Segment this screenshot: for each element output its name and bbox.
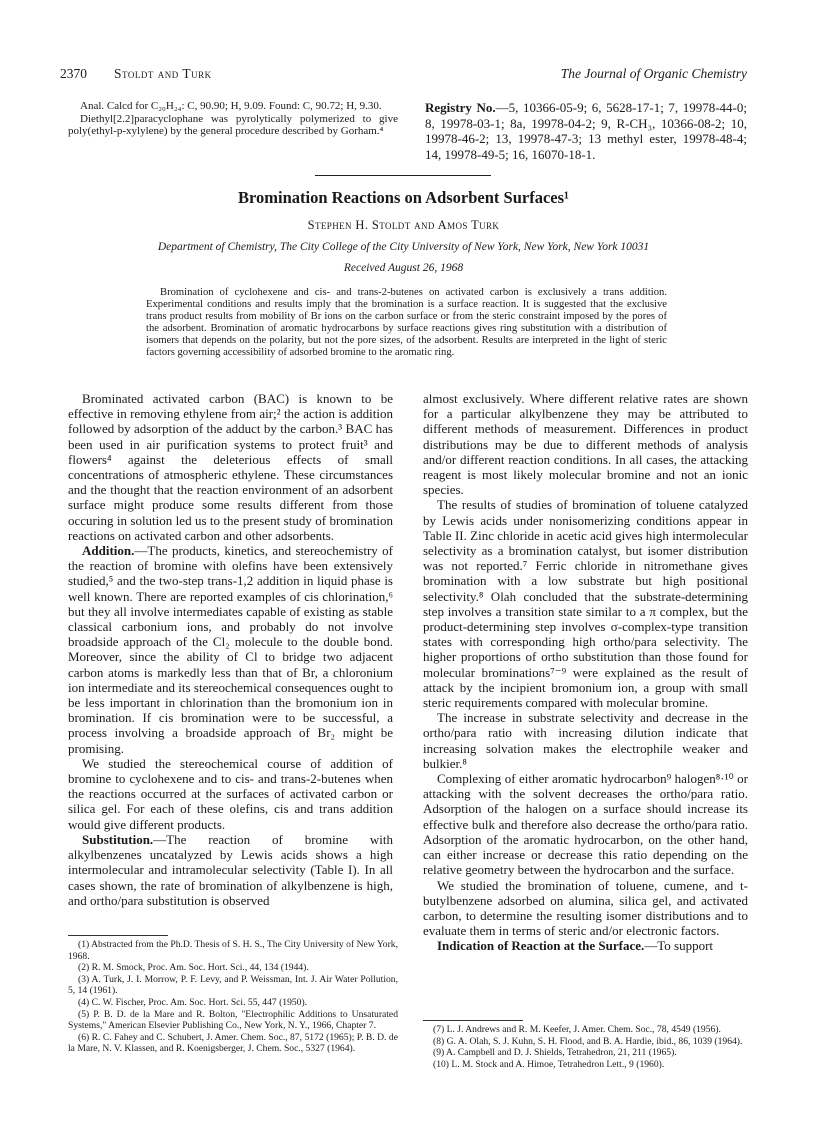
article-affiliation: Department of Chemistry, The City College of the City University of New York, New York, New York 10031 xyxy=(157,241,650,253)
continuation-paragraph: almost exclusively. Where different relative rates are shown for a particular alkylbenzene they may be attributed to different methods of measurement. Differences in product distributions may be due to different methods of analysis and/or different reaction conditions. In all cases, the attacking reagent is most likely molecular bromine and not an ionic species. xyxy=(423,391,748,498)
polymerization-text: Diethyl[2.2]paracyclophane was pyrolytically polymerized to give poly(ethyl-p-xylylene) by the general procedure described by Gorham.⁴ xyxy=(68,112,398,138)
body-column-right xyxy=(423,391,748,954)
footnote: (10) L. M. Stock and A. Himoe, Tetrahedron Lett., 9 (1960). xyxy=(433,1058,665,1070)
page-number: 2370 xyxy=(60,66,87,81)
addition-heading: Addition. xyxy=(82,543,135,559)
footnotes-right xyxy=(423,1024,747,1070)
previous-article-tail xyxy=(68,100,398,138)
addition-text: —The products, kinetics, and stereochemistry of the reaction of bromine with olefins have been extensively studied,⁵ and the two-step trans-1,2 addition in liquid phase is well known. There are reported examples of cis chlorination,⁶ but they all involve intermediates capable of existing as stable classical carbonium ions, and probably do not involve broadside approach of the Cl₂ molecule to the double bond. Moreover, since the ability of Cl to bridge two adjacent carbon atoms is markedly less than that of Br, a chloronium ion intermediate and its stereochemical consequences ought to be less important in chlorination than the bromonium ion in bromination. If cis bromination were to be successful, a process involving a broadside approach of Br₂ might be promising. xyxy=(68,543,393,756)
complexing-paragraph: Complexing of either aromatic hydrocarbon⁹ halogen⁸·¹⁰ or attacking with the solvent decreases the ortho/para ratio. Adsorption of the halogen on a surface should increase its effective bulk and therefore also decrease the ortho/para ratio. Adsorption of the aromatic hydrocarbon, on the other hand, can either increase or decrease this ratio depending on the relative geometry between the hydrocarbon and the surface. xyxy=(423,771,748,878)
footnote: (8) G. A. Olah, S. J. Kuhn, S. H. Flood, and B. A. Hardie, ibid., 86, 1039 (1964). xyxy=(433,1035,743,1047)
footnote: (6) R. C. Fahey and C. Schubert, J. Amer. Chem. Soc., 87, 5172 (1965); P. B. D. de la Mare, N. V. Klassen, and R. Koenigsberger, J. Chem. Soc., 5327 (1964). xyxy=(68,1031,398,1055)
footnote: (3) A. Turk, J. I. Morrow, P. F. Levy, and P. Weissman, Int. J. Air Water Pollution, 5, 14 (1961). xyxy=(68,973,398,997)
body-column-left xyxy=(68,391,393,908)
substitution-text: —The reaction of bromine with alkylbenzenes uncatalyzed by Lewis acids shows a high intermolecular and intramolecular selectivity (Table I). In all cases shown, the rate of bromination of alkylbenzene is high, and ortho/para substitution is observed xyxy=(68,831,393,908)
intro-paragraph: Brominated activated carbon (BAC) is known to be effective in removing ethylene from air;² the action is addition followed by adsorption of the adduct by the carbon.³ BAC has been used in air purification systems to protect fruit³ and flowers⁴ against the deleterious effects of small concentrations of atmospheric ethylene. These circumstances and the thought that the reaction environment of an adsorbent surface might produce some results different from those occuring in solution led us to the present study of bromination reactions on activated carbon and other adsorbents. xyxy=(68,391,393,543)
stereochem-paragraph: We studied the stereochemical course of addition of bromine to cyclohexene and to cis- and trans-2-butenes when the reactions occurred at the surfaces of activated carbon or silica gel. For each of these olefins, cis and trans addition would give different products. xyxy=(68,755,393,832)
footnote-rule-right xyxy=(423,1020,523,1021)
registry-text: —5, 10366-05-9; 6, 5628-17-1; 7, 19978-44-0; 8, 19978-03-1; 8a, 19978-04-2; 9, R-CH₃, 10366-08-2; 10, 19978-46-2; 13, 19978-47-3; 13 methyl ester, 19978-48-4; 14, 19978-49-5; 16, 16070-18-1. xyxy=(425,100,748,162)
footnote: (2) R. M. Smock, Proc. Am. Soc. Hort. Sci., 44, 134 (1944). xyxy=(78,962,309,974)
footnote: (1) Abstracted from the Ph.D. Thesis of S. H. S., The City University of New York, 1968. xyxy=(68,939,398,962)
indication-paragraph xyxy=(423,938,748,953)
footnote: (9) A. Campbell and D. J. Shields, Tetrahedron, 21, 211 (1965). xyxy=(433,1047,677,1059)
indication-heading: Indication of Reaction at the Surface. xyxy=(437,938,645,954)
journal-name: The Journal of Organic Chemistry xyxy=(560,66,747,81)
footnote: (4) C. W. Fischer, Proc. Am. Soc. Hort. Sci. 55, 447 (1950). xyxy=(78,996,308,1008)
lewis-acid-paragraph: The results of studies of bromination of toluene catalyzed by Lewis acids under nonisomerizing conditions appear in Table II. Zinc chloride in acetic acid gives high intermolecular selectivity as a bromination catalyst, but isomer distribution was not reported.⁷ Ferric chloride in nitromethane gives bromination with a low substrate but high positional selectivity.⁸ Olah concluded that the substrate-determining step involves a transition state similar to a π complex, but the product-determining step involves σ-complex-type transition states with corresponding high ortho/para selectivity. The higher proportions of ortho substitution than those found for molecular brominations⁷⁻⁹ were explained as the result of attack by the incipient bromonium ion, a group with small steric requirements compared with molecular bromine. xyxy=(423,497,748,711)
study-paragraph: We studied the bromination of toluene, cumene, and t-butylbenzene adsorbed on alumina, silica gel, and activated carbon, to determine the resulting isomer distributions and to evaluate them in terms of steric and/or electronic factors. xyxy=(423,877,748,939)
footnotes-left xyxy=(68,939,398,1055)
footnote-rule-left xyxy=(68,935,168,936)
indication-text: —To support xyxy=(644,938,714,954)
footnote: (7) L. J. Andrews and R. M. Keefer, J. Amer. Chem. Soc., 78, 4549 (1956). xyxy=(433,1024,721,1035)
abstract-text: Bromination of cyclohexene and cis- and trans-2-butenes on activated carbon is exclusively a trans addition. Experimental conditions and results imply that the bromination is a surface reaction. It is suggested that the exclusive trans product results from mobility of Br ions on the carbon surface or from the steric constraint imposed by the pores of the adsorbent. Bromination of aromatic hydrocarbons by surface reactions gives ring substitution with a distribution of isomers that depends on the polarity, but not the pore sizes, of the adsorbent. Results are interpreted in the light of steric factors governing accessibility of adsorbed bromine to the aromatic ring. xyxy=(146,287,667,358)
registry-numbers xyxy=(425,100,747,162)
registry-label: Registry No. xyxy=(425,100,496,115)
received-date: Received August 26, 1968 xyxy=(343,262,464,274)
substitution-heading: Substitution. xyxy=(82,831,154,847)
analysis-text: Anal. Calcd for C₂₀H₂₄: C, 90.90; H, 9.09. Found: C, 90.72; H, 9.30. xyxy=(80,100,382,112)
running-authors: Stoldt and Turk xyxy=(114,66,212,81)
dilution-paragraph: The increase in substrate selectivity and decrease in the ortho/para ratio with increasing dilution indicate that increasing solvation makes the electrophile weaker and bulkier.⁸ xyxy=(423,710,748,771)
abstract xyxy=(146,287,667,359)
article-title: Bromination Reactions on Adsorbent Surfaces¹ xyxy=(238,188,569,207)
article-divider xyxy=(315,175,491,176)
running-header xyxy=(60,66,747,84)
footnote: (5) P. B. D. de la Mare and R. Bolton, "Electrophilic Additions to Unsaturated Systems," American Elsevier Publishing Co., New York, N. Y., 1966, Chapter 7. xyxy=(68,1008,398,1032)
substitution-paragraph xyxy=(68,832,393,908)
addition-paragraph xyxy=(68,543,393,756)
article-authors: Stephen H. Stoldt and Amos Turk xyxy=(307,218,500,232)
